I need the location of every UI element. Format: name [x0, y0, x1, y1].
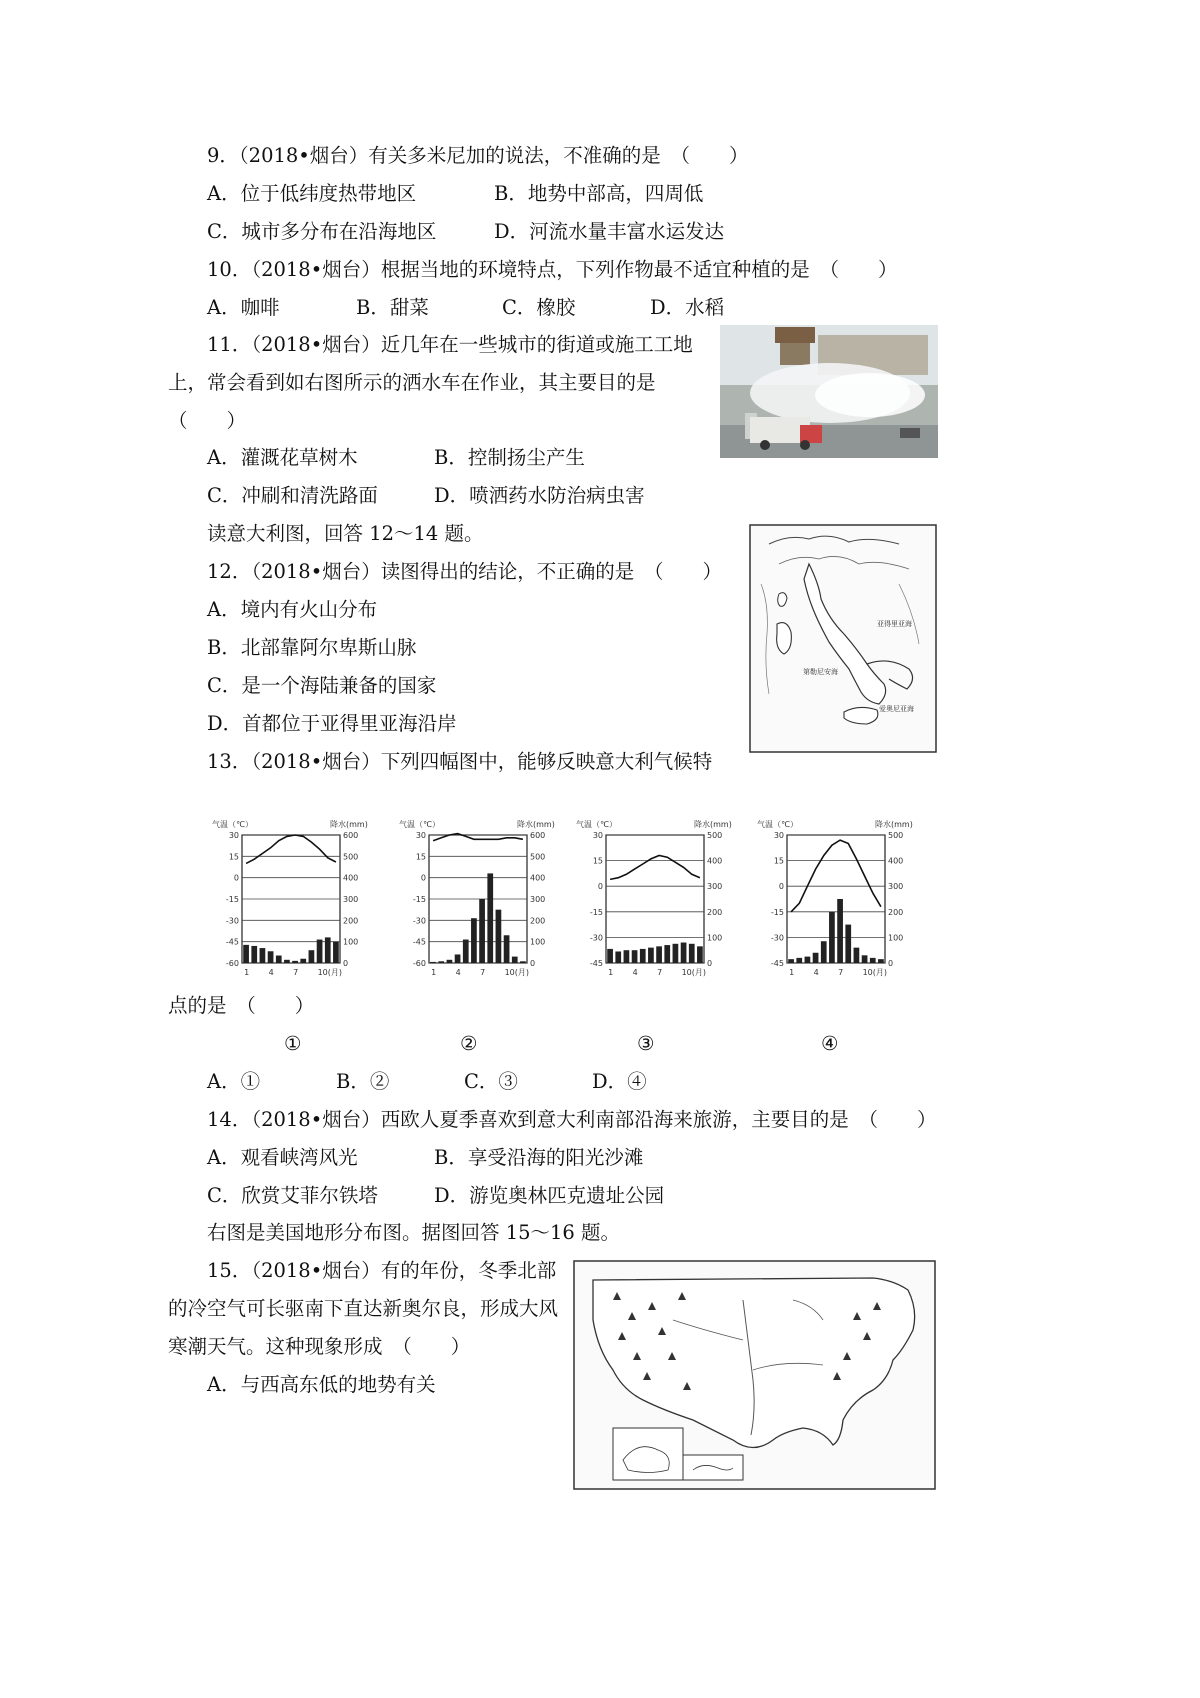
precip-bar: [664, 945, 670, 963]
x-tick-label: 7: [657, 968, 663, 977]
precip-tick-label: 200: [343, 916, 359, 926]
q13-option-d: D．④: [592, 1070, 647, 1093]
q10-option-c: C．橡胶: [502, 296, 576, 319]
temp-tick-label: -30: [225, 916, 239, 926]
x-tick-label: 4: [268, 968, 274, 977]
q11-option-c: C．冲刷和清洗路面: [207, 484, 378, 507]
chart-label-2: ②: [460, 1032, 478, 1055]
precip-tick-label: 500: [707, 831, 723, 840]
precip-bar: [284, 960, 290, 963]
q9-option-d: D．河流水量丰富水运发达: [494, 220, 725, 243]
precip-bar: [276, 956, 282, 963]
precip-tick-label: 500: [530, 852, 546, 862]
precip-bar: [487, 873, 493, 963]
q13-option-c: C．③: [464, 1070, 518, 1093]
x-tick-label: 4: [813, 968, 819, 977]
q12-option-b: B．北部靠阿尔卑斯山脉: [207, 636, 417, 659]
precip-bar: [632, 950, 638, 963]
temp-tick-label: -15: [770, 907, 784, 917]
intro-15-16: 右图是美国地形分布图。据图回答 15～16 题。: [207, 1221, 621, 1244]
precip-tick-label: 200: [888, 907, 904, 917]
usa-terrain-map: [573, 1260, 936, 1490]
precip-axis-label: 降水(mm): [694, 820, 732, 829]
precip-bar: [243, 945, 249, 963]
q9-option-a: A．位于低纬度热带地区: [207, 182, 417, 205]
precip-bar: [292, 961, 298, 963]
precip-bar: [430, 962, 436, 963]
precip-bar: [829, 912, 835, 963]
precip-bar: [309, 950, 315, 963]
temp-tick-label: 30: [773, 831, 784, 840]
q11-option-d: D．喷洒药水防治病虫害: [434, 484, 645, 507]
q12-option-a: A．境内有火山分布: [207, 598, 378, 621]
x-tick-label: 4: [632, 968, 638, 977]
x-tick-label: 4: [455, 968, 461, 977]
precip-tick-label: 200: [530, 916, 546, 926]
italy-map-label-adriatic: 亚得里亚海: [877, 620, 912, 628]
climate-chart-3: [574, 813, 739, 983]
precip-bar: [862, 955, 868, 963]
q11-option-b: B．控制扬尘产生: [434, 446, 585, 469]
precip-bar: [471, 918, 477, 963]
plot-frame: [606, 835, 704, 963]
q14-option-d: D．游览奥林匹克遗址公园: [434, 1184, 665, 1207]
x-tick-label: 1: [608, 968, 614, 977]
temp-tick-label: -30: [412, 916, 426, 926]
q14-stem: 14．（2018•烟台）西欧人夏季喜欢到意大利南部沿海来旅游，主要目的是 （ ）: [207, 1108, 937, 1131]
precip-bar: [607, 949, 613, 963]
x-tick-label: 7: [838, 968, 844, 977]
temp-tick-label: 0: [233, 873, 239, 883]
chart-label-1: ①: [284, 1032, 302, 1055]
x-tick-label: 1: [244, 968, 250, 977]
intro-12-14: 读意大利图，回答 12～14 题。: [207, 522, 484, 545]
temp-tick-label: 0: [420, 873, 426, 883]
temp-tick-label: 15: [773, 856, 784, 866]
precip-bar: [624, 950, 630, 963]
precip-tick-label: 400: [707, 856, 723, 866]
temp-tick-label: -15: [589, 907, 603, 917]
precip-bar: [805, 957, 811, 963]
precip-bar: [325, 937, 331, 963]
precip-bar: [878, 959, 884, 963]
precip-bar: [512, 957, 518, 963]
q11-stem-line3: （ ）: [168, 409, 247, 432]
q10-option-b: B．甜菜: [356, 296, 429, 319]
precip-tick-label: 400: [888, 856, 904, 866]
q15-stem-line2: 的冷空气可长驱南下直达新奥尔良，形成大风: [168, 1297, 559, 1320]
precip-bar: [479, 899, 485, 963]
q9-stem: 9．（2018•烟台）有关多米尼加的说法，不准确的是 （ ）: [207, 144, 749, 167]
temp-axis-label: 气温（℃）: [757, 820, 798, 829]
q11-option-a: A．灌溉花草树木: [207, 446, 358, 469]
temp-tick-label: 15: [228, 852, 239, 862]
precip-axis-label: 降水(mm): [330, 820, 368, 829]
x-tick-label: 1: [431, 968, 437, 977]
q12-option-d: D．首都位于亚得里亚海沿岸: [207, 712, 457, 735]
precip-bar: [268, 951, 274, 963]
sprinkler-truck-photo: [720, 325, 938, 458]
precip-tick-label: 100: [530, 937, 546, 947]
precip-tick-label: 500: [343, 852, 359, 862]
precip-tick-label: 300: [888, 882, 904, 892]
q10-stem: 10．（2018•烟台）根据当地的环境特点，下列作物最不适宜种植的是 （ ）: [207, 258, 898, 281]
temp-tick-label: 30: [228, 831, 239, 840]
q14-option-c: C．欣赏艾菲尔铁塔: [207, 1184, 378, 1207]
precip-bar: [648, 948, 654, 963]
precip-bar: [260, 948, 266, 963]
temp-tick-label: -30: [589, 933, 603, 943]
precip-bar: [447, 960, 453, 963]
temp-tick-label: 0: [597, 882, 603, 892]
precip-tick-label: 300: [707, 882, 723, 892]
x-tick-label: 10(月): [317, 968, 343, 977]
temp-tick-label: 15: [415, 852, 426, 862]
precip-tick-label: 100: [707, 933, 723, 943]
precip-bar: [333, 942, 339, 963]
temp-tick-label: -15: [412, 895, 426, 904]
precip-tick-label: 300: [343, 895, 359, 904]
precip-bar: [520, 961, 526, 963]
italy-map: [749, 524, 937, 753]
q9-option-b: B．地势中部高，四周低: [494, 182, 704, 205]
q15-stem-line1: 15．（2018•烟台）有的年份，冬季北部: [207, 1259, 557, 1282]
q11-stem-line2: 上，常会看到如右图所示的洒水车在作业，其主要目的是: [168, 371, 656, 394]
q13-stem-line1: 13．（2018•烟台）下列四幅图中，能够反映意大利气候特: [207, 750, 713, 773]
x-tick-label: 1: [789, 968, 795, 977]
precip-bar: [504, 935, 510, 963]
precip-bar: [438, 961, 444, 963]
temp-tick-label: -60: [225, 959, 239, 968]
precip-bar: [681, 943, 687, 963]
precip-tick-label: 200: [707, 907, 723, 917]
precip-bar: [821, 941, 827, 963]
q10-option-a: A．咖啡: [207, 296, 280, 319]
q12-stem: 12．（2018•烟台）读图得出的结论，不正确的是 （ ）: [207, 560, 722, 583]
precip-bar: [615, 951, 621, 963]
x-tick-label: 7: [480, 968, 486, 977]
climate-chart-2: [397, 813, 562, 983]
temp-tick-label: -30: [770, 933, 784, 943]
climate-chart-1: [210, 813, 375, 983]
precip-bar: [300, 959, 306, 963]
precip-bar: [317, 940, 323, 963]
temp-tick-label: -45: [589, 959, 603, 968]
q15-stem-line3: 寒潮天气。这种现象形成 （ ）: [168, 1335, 471, 1358]
precip-bar: [689, 944, 695, 963]
precip-tick-label: 400: [530, 873, 546, 883]
q14-option-b: B．享受沿海的阳光沙滩: [434, 1146, 644, 1169]
precip-bar: [463, 940, 469, 963]
q13-stem-line2: 点的是 （ ）: [168, 994, 315, 1017]
temp-tick-label: 0: [778, 882, 784, 892]
precip-bar: [837, 899, 843, 963]
q13-option-a: A．①: [207, 1070, 261, 1093]
temp-tick-label: -45: [412, 937, 426, 947]
precip-axis-label: 降水(mm): [517, 820, 555, 829]
precip-tick-label: 500: [888, 831, 904, 840]
x-tick-label: 10(月): [862, 968, 888, 977]
temp-tick-label: -60: [412, 959, 426, 968]
chart-label-3: ③: [637, 1032, 655, 1055]
x-tick-label: 7: [293, 968, 299, 977]
precip-bar: [251, 946, 257, 963]
precip-axis-label: 降水(mm): [875, 820, 913, 829]
precip-bar: [854, 948, 860, 963]
precip-bar: [813, 953, 819, 963]
q13-option-b: B．②: [336, 1070, 390, 1093]
precip-bar: [845, 925, 851, 963]
precip-bar: [870, 958, 876, 963]
precip-bar: [496, 910, 502, 963]
temp-tick-label: 30: [415, 831, 426, 840]
temp-axis-label: 气温（℃）: [212, 820, 253, 829]
italy-map-label-tyrrhenian: 第勒尼安海: [803, 668, 838, 676]
precip-bar: [796, 958, 802, 963]
temp-tick-label: -45: [770, 959, 784, 968]
precip-tick-label: 600: [343, 831, 359, 840]
q9-option-c: C．城市多分布在沿海地区: [207, 220, 437, 243]
precip-tick-label: 0: [707, 959, 713, 968]
x-tick-label: 10(月): [681, 968, 707, 977]
italy-map-label-ionian: 爱奥尼亚海: [879, 705, 914, 713]
precip-bar: [673, 944, 679, 963]
precip-tick-label: 0: [888, 959, 894, 968]
temp-tick-label: -15: [225, 895, 239, 904]
climate-chart-4: [755, 813, 920, 983]
q14-option-a: A．观看峡湾风光: [207, 1146, 358, 1169]
precip-tick-label: 0: [530, 959, 536, 968]
chart-label-4: ④: [821, 1032, 839, 1055]
temp-tick-label: 15: [592, 856, 603, 866]
temp-tick-label: 30: [592, 831, 603, 840]
precip-tick-label: 600: [530, 831, 546, 840]
precip-bar: [697, 946, 703, 963]
precip-bar: [455, 954, 461, 963]
precip-bar: [788, 959, 794, 963]
precip-tick-label: 100: [343, 937, 359, 947]
temp-axis-label: 气温（℃）: [576, 820, 617, 829]
q11-stem-line1: 11．（2018•烟台）近几年在一些城市的街道或施工工地: [207, 333, 693, 356]
precip-tick-label: 0: [343, 959, 349, 968]
x-tick-label: 10(月): [504, 968, 530, 977]
q15-option-a: A．与西高东低的地势有关: [207, 1373, 436, 1396]
temp-axis-label: 气温（℃）: [399, 820, 440, 829]
precip-bar: [656, 946, 662, 963]
q10-option-d: D．水稻: [650, 296, 725, 319]
temp-tick-label: -45: [225, 937, 239, 947]
precip-bar: [640, 949, 646, 963]
precip-tick-label: 300: [530, 895, 546, 904]
precip-tick-label: 400: [343, 873, 359, 883]
precip-tick-label: 100: [888, 933, 904, 943]
q12-option-c: C．是一个海陆兼备的国家: [207, 674, 437, 697]
